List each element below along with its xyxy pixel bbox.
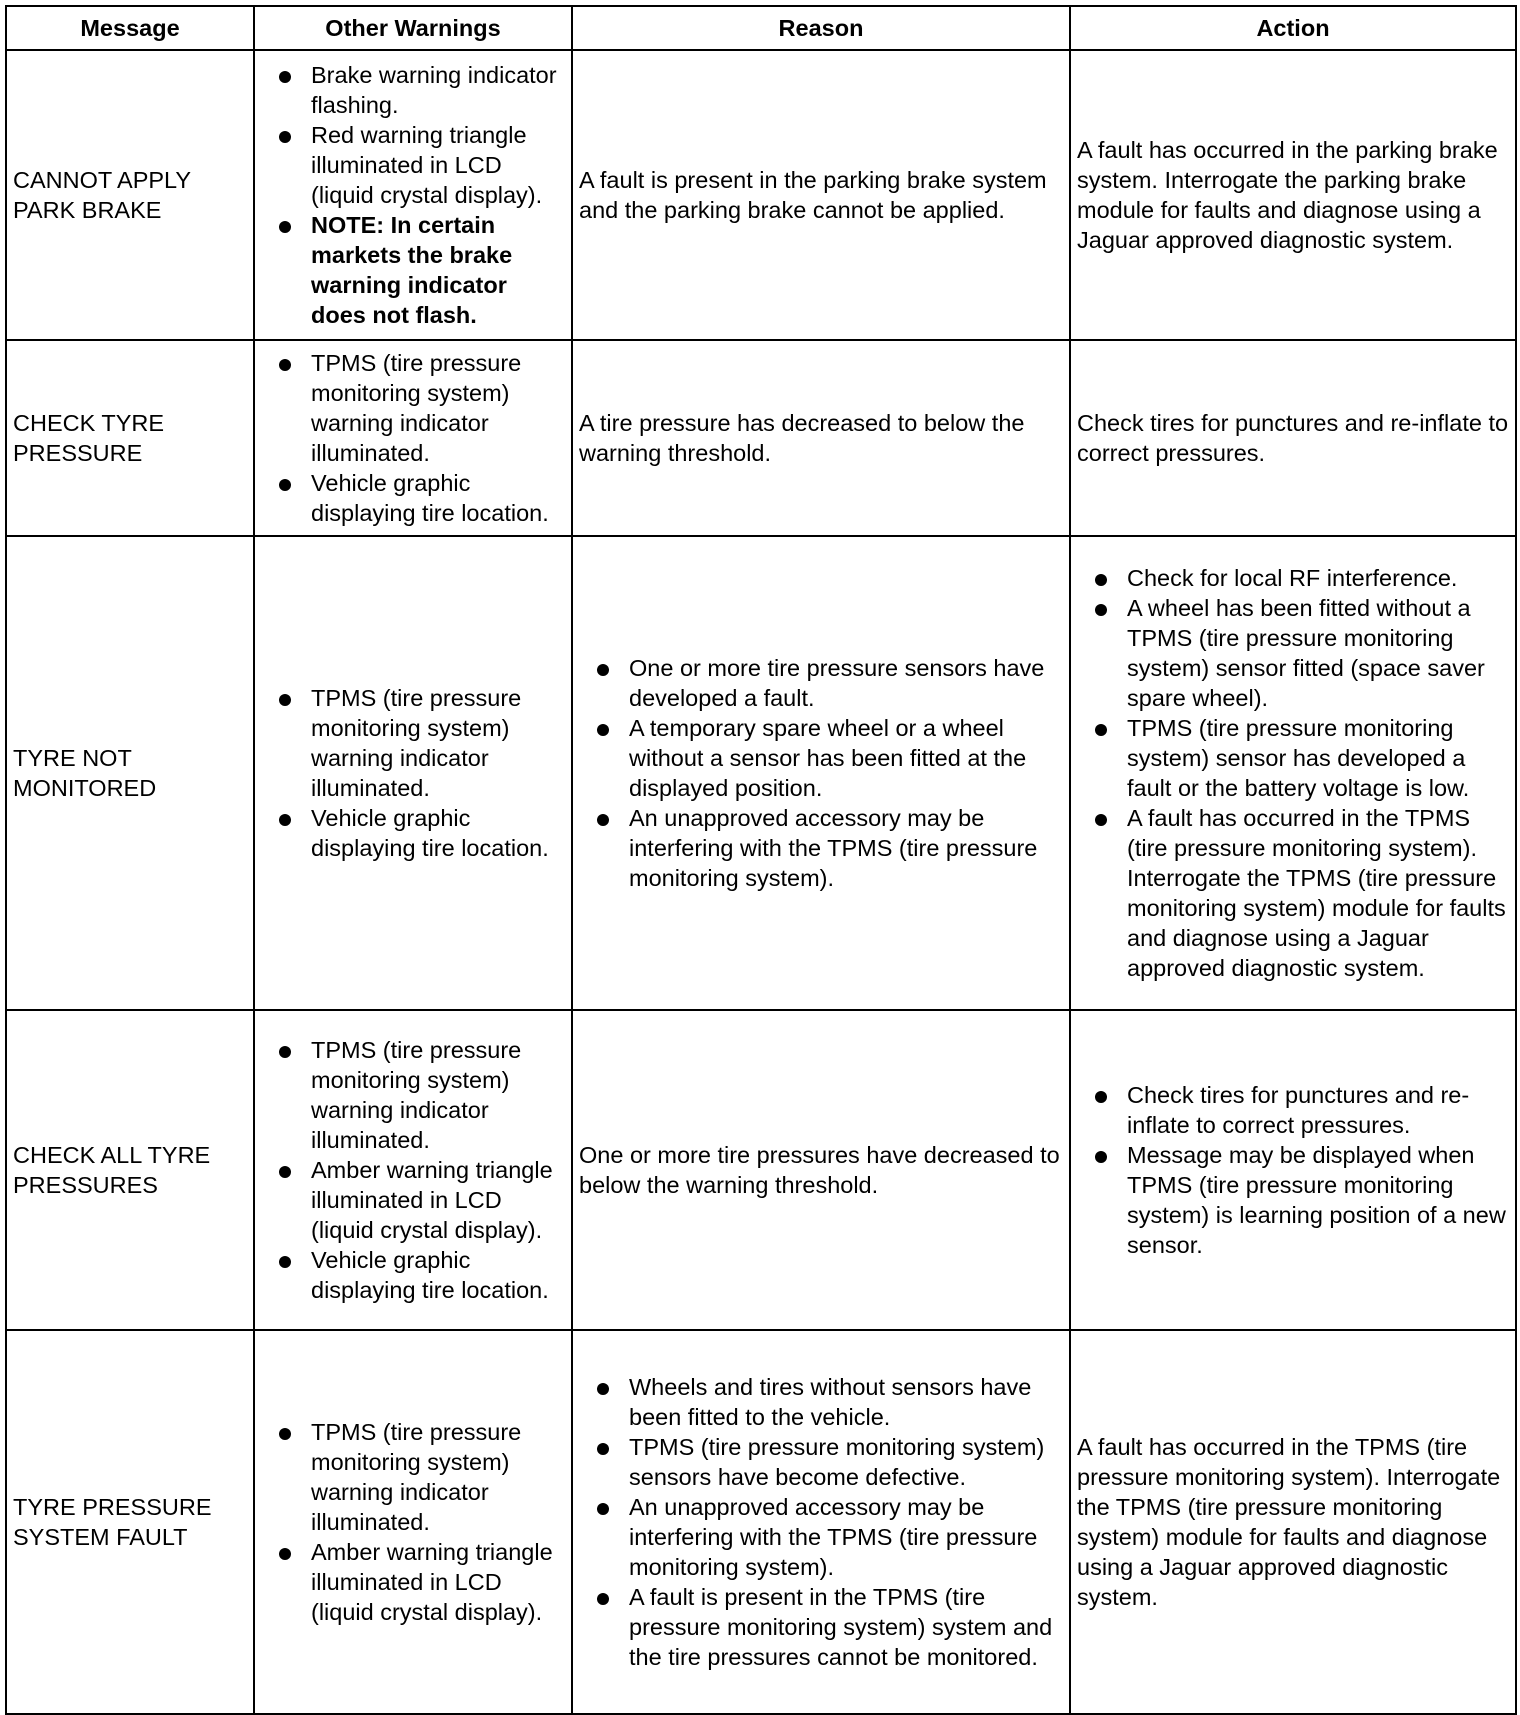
list-item: A fault has occurred in the TPMS (tire pressure monitoring system). Interrogate the TPMS (tire pressure monitoring system) module for faults and diagnose using a Jaguar approved diagnostic system. <box>1077 803 1509 983</box>
table-row <box>6 536 1516 1010</box>
action-cell: A fault has occurred in the parking brake system. Interrogate the parking brake module for faults and diagnose using a Jaguar approved diagnostic system. <box>1070 50 1516 340</box>
list-item: Brake warning indicator flashing. <box>261 60 565 120</box>
message-line: PARK BRAKE <box>13 197 162 223</box>
action-cell: A fault has occurred in the TPMS (tire pressure monitoring system). Interrogate the TPMS (tire pressure monitoring system) module for faults and diagnose using a Jaguar approved diagnostic system. <box>1070 1330 1516 1714</box>
header-action: Action <box>1070 6 1516 50</box>
reason-cell: A fault is present in the parking brake system and the parking brake cannot be applied. <box>572 50 1070 340</box>
reason-cell <box>572 1330 1070 1714</box>
message-line: SYSTEM FAULT <box>13 1524 188 1550</box>
list-item: A wheel has been fitted without a TPMS (tire pressure monitoring system) sensor fitted (space saver spare wheel). <box>1077 593 1509 713</box>
note-item: NOTE: In certain markets the brake warning indicator does not flash. <box>261 210 565 330</box>
list-item: A temporary spare wheel or a wheel without a sensor has been fitted at the displayed position. <box>579 713 1063 803</box>
reason-cell <box>572 536 1070 1010</box>
list-item: Vehicle graphic displaying tire location. <box>261 803 565 863</box>
list-item: TPMS (tire pressure monitoring system) warning indicator illuminated. <box>261 1035 565 1155</box>
list-item: TPMS (tire pressure monitoring system) warning indicator illuminated. <box>261 683 565 803</box>
message-cell <box>6 1010 254 1330</box>
other-warnings-cell <box>254 536 572 1010</box>
table-row <box>6 1010 1516 1330</box>
message-line: PRESSURES <box>13 1172 158 1198</box>
action-cell <box>1070 1010 1516 1330</box>
message-line: CHECK ALL TYRE <box>13 1142 211 1168</box>
message-line: MONITORED <box>13 775 157 801</box>
list-item: An unapproved accessory may be interfering with the TPMS (tire pressure monitoring system). <box>579 803 1063 893</box>
list-item: TPMS (tire pressure monitoring system) sensor has developed a fault or the battery voltage is low. <box>1077 713 1509 803</box>
list-item: Check for local RF interference. <box>1077 563 1509 593</box>
action-cell: Check tires for punctures and re-inflate to correct pressures. <box>1070 340 1516 536</box>
table-row <box>6 1330 1516 1714</box>
header-row <box>6 6 1516 50</box>
list-item: Wheels and tires without sensors have been fitted to the vehicle. <box>579 1372 1063 1432</box>
other-warnings-cell <box>254 340 572 536</box>
list-item: An unapproved accessory may be interfering with the TPMS (tire pressure monitoring system). <box>579 1492 1063 1582</box>
table-row <box>6 340 1516 536</box>
list-item: Amber warning triangle illuminated in LCD (liquid crystal display). <box>261 1155 565 1245</box>
message-line: CANNOT APPLY <box>13 167 192 193</box>
list-item: Vehicle graphic displaying tire location. <box>261 468 565 528</box>
table-row <box>6 50 1516 340</box>
message-cell <box>6 1330 254 1714</box>
message-line: PRESSURE <box>13 440 143 466</box>
message-line: TYRE PRESSURE <box>13 1494 212 1520</box>
message-cell <box>6 340 254 536</box>
list-item: A fault is present in the TPMS (tire pressure monitoring system) system and the tire pressures cannot be monitored. <box>579 1582 1063 1672</box>
action-cell <box>1070 536 1516 1010</box>
header-other-warnings: Other Warnings <box>254 6 572 50</box>
list-item: One or more tire pressure sensors have developed a fault. <box>579 653 1063 713</box>
list-item: Vehicle graphic displaying tire location. <box>261 1245 565 1305</box>
header-reason: Reason <box>572 6 1070 50</box>
list-item: TPMS (tire pressure monitoring system) sensors have become defective. <box>579 1432 1063 1492</box>
other-warnings-cell <box>254 50 572 340</box>
reason-cell: One or more tire pressures have decreased to below the warning threshold. <box>572 1010 1070 1330</box>
message-cell <box>6 50 254 340</box>
list-item: Check tires for punctures and re-inflate to correct pressures. <box>1077 1080 1509 1140</box>
message-line: TYRE NOT <box>13 745 132 771</box>
list-item: Message may be displayed when TPMS (tire pressure monitoring system) is learning position of a new sensor. <box>1077 1140 1509 1260</box>
list-item: TPMS (tire pressure monitoring system) warning indicator illuminated. <box>261 348 565 468</box>
warning-message-table <box>5 5 1517 1715</box>
list-item: Amber warning triangle illuminated in LCD (liquid crystal display). <box>261 1537 565 1627</box>
header-message: Message <box>6 6 254 50</box>
message-cell <box>6 536 254 1010</box>
list-item: Red warning triangle illuminated in LCD (liquid crystal display). <box>261 120 565 210</box>
other-warnings-cell <box>254 1330 572 1714</box>
list-item: TPMS (tire pressure monitoring system) warning indicator illuminated. <box>261 1417 565 1537</box>
reason-cell: A tire pressure has decreased to below the warning threshold. <box>572 340 1070 536</box>
other-warnings-cell <box>254 1010 572 1330</box>
message-line: CHECK TYRE <box>13 410 165 436</box>
